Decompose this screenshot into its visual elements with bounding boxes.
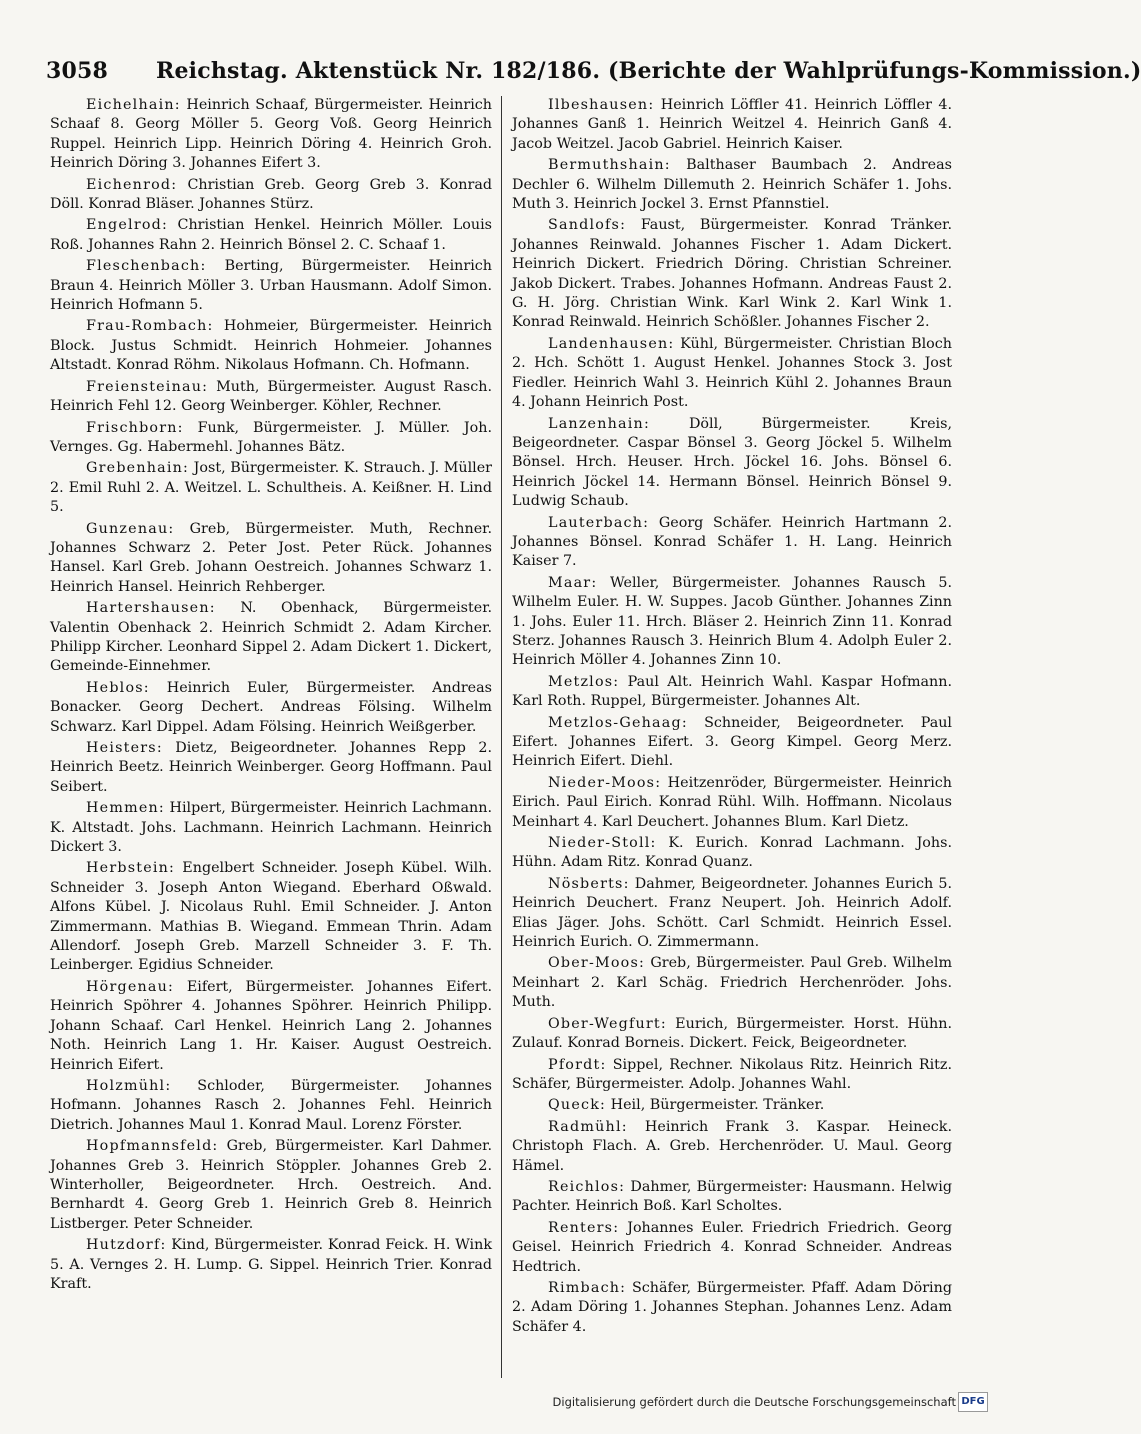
entry-names: Hohmeier, Bürgermeister. Heinrich Block. Justus Schmidt. Heinrich Hohmeier. Johannes Altstadt. Konrad Röhm. Nikolaus Hofmann. Ch. Hofmann. [50, 318, 492, 374]
entry-names: Eifert, Bürgermeister. Johannes Eifert. Heinrich Spöhrer 4. Johannes Spöhrer. Heinrich Philipp. Johann Schaaf. Carl Henkel. Heinrich Lang 2. Johannes Noth. Heinrich Lang 1. Hr. Kaiser. August Oestreich. Heinrich Eifert. [50, 978, 493, 1073]
place-name: Landenhausen: [548, 335, 675, 352]
place-name: Hörgenau: [86, 978, 175, 995]
footer [552, 1391, 990, 1413]
entry-paragraph [50, 378, 492, 417]
place-name: Queck: [548, 1097, 607, 1114]
entry-names: Greb, Bürgermeister. Karl Dahmer. Johannes Greb 3. Heinrich Stöppler. Johannes Greb 2. Winterholler, Beigeordneter. Hrch. Oestreich. And. Bernhardt 4. Georg Greb 1. Heinrich Greb 8. Heinrich Listberger. Peter Schneider. [50, 1138, 492, 1232]
entry-names: Heinrich Schaaf, Bürgermeister. Heinrich Schaaf 8. Georg Möller 5. Georg Voß. Georg Heinrich Ruppel. Heinrich Lipp. Heinrich Döring 4. Heinrich Groh. Heinrich Döring 3. Johannes Eifert 3. [50, 97, 492, 172]
entry-names: Dahmer, Bürgermeister: Hausmann. Helwig Pachter. Heinrich Boß. Karl Scholtes. [512, 1178, 952, 1215]
entry-paragraph [50, 679, 492, 737]
place-name: Ober-Wegfurt: [548, 1015, 667, 1032]
entry-paragraph [50, 1236, 492, 1294]
entry-paragraph [512, 96, 952, 154]
entry-paragraph [512, 714, 952, 772]
entry-names: Schäfer, Bürgermeister. Pfaff. Adam Döring 2. Adam Döring 1. Johannes Stephan. Johannes Lenz. Adam Schäfer 4. [512, 1279, 952, 1335]
entry-paragraph [512, 834, 952, 873]
entry-paragraph [50, 96, 492, 174]
entry-names: Sippel, Rechner. Nikolaus Ritz. Heinrich Ritz. Schäfer, Bürgermeister. Adolp. Johannes Wahl. [512, 1056, 952, 1092]
entry-names: Faust, Bürgermeister. Konrad Tränker. Johannes Reinwald. Johannes Fischer 1. Adam Dickert. Heinrich Dickert. Friedrich Döring. Christian Schreiner. Jakob Dickert. Trabes. Johannes Hofmann. Andreas Faust 2. G. H. Jörg. Christian Wink. Karl Wink 2. Karl Wink 1. Konrad Reinwald. Heinrich Schößler. Johannes Fischer 2. [512, 217, 952, 331]
place-name: Radmühl: [548, 1118, 628, 1135]
entry-names: Eurich, Bürgermeister. Horst. Hühn. Zulauf. Konrad Borneis. Dickert. Feick, Beigeordneter. [512, 1015, 952, 1052]
entry-paragraph [512, 415, 952, 512]
entry-names: Christian Greb. Georg Greb 3. Konrad Döll. Konrad Bläser. Johannes Stürz. [50, 176, 492, 213]
entry-paragraph [512, 1219, 952, 1277]
entry-paragraph [50, 176, 492, 215]
entry-names: Dietz, Beigeordneter. Johannes Repp 2. Heinrich Beetz. Heinrich Weinberger. Georg Hoffmann. Paul Seibert. [50, 740, 492, 795]
entry-names: Schloder, Bürgermeister. Johannes Hofmann. Johannes Rasch 2. Johannes Fehl. Heinrich Dietrich. Johannes Maul 1. Konrad Maul. Lorenz Förster. [50, 1077, 493, 1133]
place-name: Eichelhain: [86, 97, 181, 113]
entry-paragraph [512, 335, 952, 413]
entry-names: Heinrich Löffler 41. Heinrich Löffler 4. Johannes Ganß 1. Heinrich Weitzel 4. Heinrich Ganß 4. Jacob Weitzel. Jacob Gabriel. Heinrich Kaiser. [512, 97, 953, 152]
entry-names: Heinrich Euler, Bürgermeister. Andreas Bonacker. Georg Dechert. Andreas Fölsing. Wilhelm Schwarz. Karl Dippel. Adam Fölsing. Heinrich Weißgerber. [50, 679, 493, 735]
place-name: Gunzenau: [86, 520, 175, 537]
entry-paragraph [512, 156, 952, 214]
entry-paragraph [512, 514, 952, 572]
place-name: Hemmen: [86, 800, 165, 817]
place-name: Lauterbach: [548, 514, 650, 531]
entry-paragraph [512, 216, 952, 332]
place-name: Herbstein: [86, 860, 176, 877]
entry-names: Döll, Bürgermeister. Kreis, Beigeordneter. Caspar Bönsel 3. Georg Jöckel 5. Wilhelm Bönsel. Hrch. Heuser. Hrch. Jöckel 16. Johs. Bönsel 6. Heinrich Jöckel 14. Hermann Bönsel. Heinrich Bönsel 9. Ludwig Schaub. [512, 415, 952, 510]
place-name: Heisters: [86, 740, 163, 756]
entry-names: Kühl, Bürgermeister. Christian Bloch 2. Hch. Schött 1. August Henkel. Johannes Stock 3. Jost Fiedler. Heinrich Wahl 3. Heinrich Kühl 2. Johannes Braun 4. Johann Heinrich Post. [512, 335, 953, 411]
entry-paragraph [50, 216, 492, 255]
entry-paragraph [50, 1077, 492, 1135]
entry-paragraph [512, 1118, 952, 1176]
entry-names: Muth, Bürgermeister. August Rasch. Heinrich Fehl 12. Georg Weinberger. Köhler, Rechner. [50, 378, 493, 415]
place-name: Lanzenhain: [548, 415, 650, 432]
entry-paragraph [50, 599, 492, 677]
entry-names: Paul Alt. Heinrich Wahl. Kaspar Hofmann. Karl Roth. Ruppel, Bürgermeister. Johannes Alt. [512, 673, 952, 710]
entry-paragraph [512, 673, 952, 712]
entry-paragraph [50, 317, 492, 375]
right-column [512, 96, 952, 1386]
place-name: Nieder-Moos: [548, 774, 662, 791]
entry-names: Heil, Bürgermeister. Tränker. [610, 1097, 825, 1114]
place-name: Engelrod: [86, 217, 169, 234]
entry-paragraph [512, 574, 952, 671]
entry-names: Dahmer, Beigeordneter. Johannes Eurich 5. Heinrich Deuchert. Franz Neupert. Joh. Heinrich Adolf. Elias Jäger. Johs. Schött. Carl Schmidt. Heinrich Essel. Heinrich Eurich. O. Zimmermann. [512, 875, 952, 951]
entry-names: K. Eurich. Konrad Lachmann. Johs. Hühn. Adam Ritz. Konrad Quanz. [512, 835, 952, 871]
entry-names: Balthaser Baumbach 2. Andreas Dechler 6. Wilhelm Dillemuth 2. Heinrich Schäfer 1. Johs. Muth 3. Heinrich Jockel 3. Ernst Pfannstiel. [512, 157, 953, 213]
entry-names: Weller, Bürgermeister. Johannes Rausch 5. Wilhelm Euler. H. W. Suppes. Jacob Günther. Johannes Zinn 1. Johs. Euler 11. Hrch. Bläser 2. Heinrich Zinn 11. Konrad Sterz. Johannes Rausch 3. Heinrich Blum 4. Adolph Euler 2. Heinrich Möller 4. Johannes Zinn 10. [512, 574, 952, 669]
entry-paragraph [50, 739, 492, 797]
entry-paragraph [512, 1015, 952, 1054]
entry-names: Georg Schäfer. Heinrich Hartmann 2. Johannes Bönsel. Konrad Schäfer 1. H. Lang. Heinrich Kaiser 7. [512, 514, 952, 570]
footer-credit: Digitalisierung gefördert durch die Deutsche Forschungsgemeinschaft [552, 1395, 956, 1409]
entry-names: Greb, Bürgermeister. Paul Greb. Wilhelm Meinhart 2. Karl Schäg. Friedrich Herchenröder. Johs. Muth. [512, 955, 952, 1011]
entry-paragraph [50, 257, 492, 315]
entry-paragraph [512, 1279, 952, 1337]
entry-paragraph [50, 978, 492, 1075]
place-name: Hutzdorf: [86, 1237, 167, 1254]
place-name: Pfordt: [548, 1056, 607, 1073]
dfg-logo: DFG [958, 1392, 988, 1412]
entry-names: Hilpert, Bürgermeister. Heinrich Lachmann. K. Altstadt. Johs. Lachmann. Heinrich Lachmann. Heinrich Dickert 3. [50, 800, 493, 856]
entry-names: Schneider, Beigeordneter. Paul Eifert. Johannes Eifert. 3. Georg Kimpel. Georg Merz. Heinrich Eifert. Diehl. [512, 714, 952, 770]
entry-names: N. Obenhack, Bürgermeister. Valentin Obenhack 2. Heinrich Schmidt 2. Adam Kircher. Philipp Kircher. Leonhard Sippel 2. Adam Dickert 1. Dickert, Gemeinde-Einnehmer. [50, 600, 493, 675]
place-name: Eichenrod: [86, 176, 178, 193]
place-name: Fleschenbach: [86, 258, 207, 275]
entry-names: Greb, Bürgermeister. Muth, Rechner. Johannes Schwarz 2. Peter Jost. Peter Rück. Johannes Hansel. Karl Greb. Johann Oestreich. Johannes Schwarz 1. Heinrich Hansel. Heinrich Rehberger. [50, 520, 492, 595]
page-number: 3058 [46, 58, 109, 84]
place-name: Holzmühl: [86, 1077, 172, 1094]
page-header [46, 52, 1141, 92]
entry-names: Engelbert Schneider. Joseph Kübel. Wilh. Schneider 3. Joseph Anton Wiegand. Eberhard Oßwald. Alfons Kübel. J. Nicolaus Ruhl. Emil Schneider. J. Anton Zimmermann. Mathias B. Wiegand. Emmean Thrin. Adam Allendorf. Joseph Greb. Marzell Schneider 3. F. Th. Leinberger. Egidius Schneider. [50, 860, 493, 974]
place-name: Nieder-Stoll: [548, 835, 657, 852]
entry-paragraph [50, 520, 492, 598]
entry-names: Berting, Bürgermeister. Heinrich Braun 4. Heinrich Möller 3. Urban Hausmann. Adolf Simon. Heinrich Hofmann 5. [50, 258, 492, 314]
entry-paragraph [512, 875, 952, 953]
place-name: Freiensteinau: [86, 378, 209, 395]
entry-names: Heinrich Frank 3. Kaspar. Heineck. Christoph Flach. A. Greb. Herchenröder. U. Maul. Georg Hämel. [512, 1118, 952, 1174]
entry-paragraph [512, 1056, 952, 1095]
entry-names: Christian Henkel. Heinrich Möller. Louis Roß. Johannes Rahn 2. Heinrich Bönsel 2. C. Schaaf 1. [50, 217, 492, 253]
place-name: Reichlos: [548, 1178, 626, 1195]
entry-paragraph [50, 1137, 492, 1234]
entry-names: Jost, Bürgermeister. K. Strauch. J. Müller 2. Emil Ruhl 2. A. Weitzel. L. Schultheis. A. Keißner. H. Lind 5. [50, 460, 493, 516]
running-title: Reichstag. Aktenstück Nr. 182/186. (Berichte der Wahlprüfungs-Kommission.) [156, 58, 1141, 84]
entry-paragraph [50, 459, 492, 517]
place-name: Metzlos-Gehaag: [548, 714, 688, 731]
place-name: Heblos: [86, 679, 150, 696]
entry-paragraph [512, 774, 952, 832]
entry-names: Funk, Bürgermeister. J. Müller. Joh. Vernges. Gg. Habermehl. Johannes Bätz. [50, 419, 492, 455]
place-name: Maar: [548, 574, 598, 591]
place-name: Ilbeshausen: [548, 97, 655, 113]
place-name: Ober-Moos: [548, 955, 646, 972]
entry-names: Heitzenröder, Bürgermeister. Heinrich Eirich. Paul Eirich. Konrad Rühl. Wilh. Hoffmann. Nicolaus Meinhart 4. Karl Deuchert. Johannes Blum. Karl Dietz. [512, 774, 953, 830]
place-name: Hopfmannsfeld: [86, 1138, 219, 1155]
entry-paragraph [50, 859, 492, 975]
entry-paragraph [512, 1096, 952, 1115]
entry-paragraph [512, 954, 952, 1012]
place-name: Rimbach: [548, 1279, 627, 1296]
left-column [50, 96, 492, 1386]
place-name: Grebenhain: [86, 460, 190, 477]
place-name: Sandlofs: [548, 217, 627, 234]
entry-paragraph [50, 419, 492, 458]
place-name: Metzlos: [548, 673, 620, 690]
place-name: Bermuthshain: [548, 157, 671, 174]
entry-paragraph [512, 1178, 952, 1217]
column-divider [501, 96, 502, 1378]
place-name: Nösberts: [548, 875, 630, 892]
entry-paragraph [50, 799, 492, 857]
place-name: Frischborn: [86, 419, 184, 436]
place-name: Frau-Rombach: [86, 318, 214, 335]
place-name: Renters: [548, 1219, 620, 1236]
place-name: Hartershausen: [86, 600, 216, 617]
entry-names: Johannes Euler. Friedrich Friedrich. Georg Geisel. Heinrich Friedrich 4. Konrad Schneider. Andreas Hedtrich. [512, 1219, 953, 1275]
entry-names: Kind, Bürgermeister. Konrad Feick. H. Wink 5. A. Vernges 2. H. Lump. G. Sippel. Heinrich Trier. Konrad Kraft. [50, 1237, 493, 1292]
